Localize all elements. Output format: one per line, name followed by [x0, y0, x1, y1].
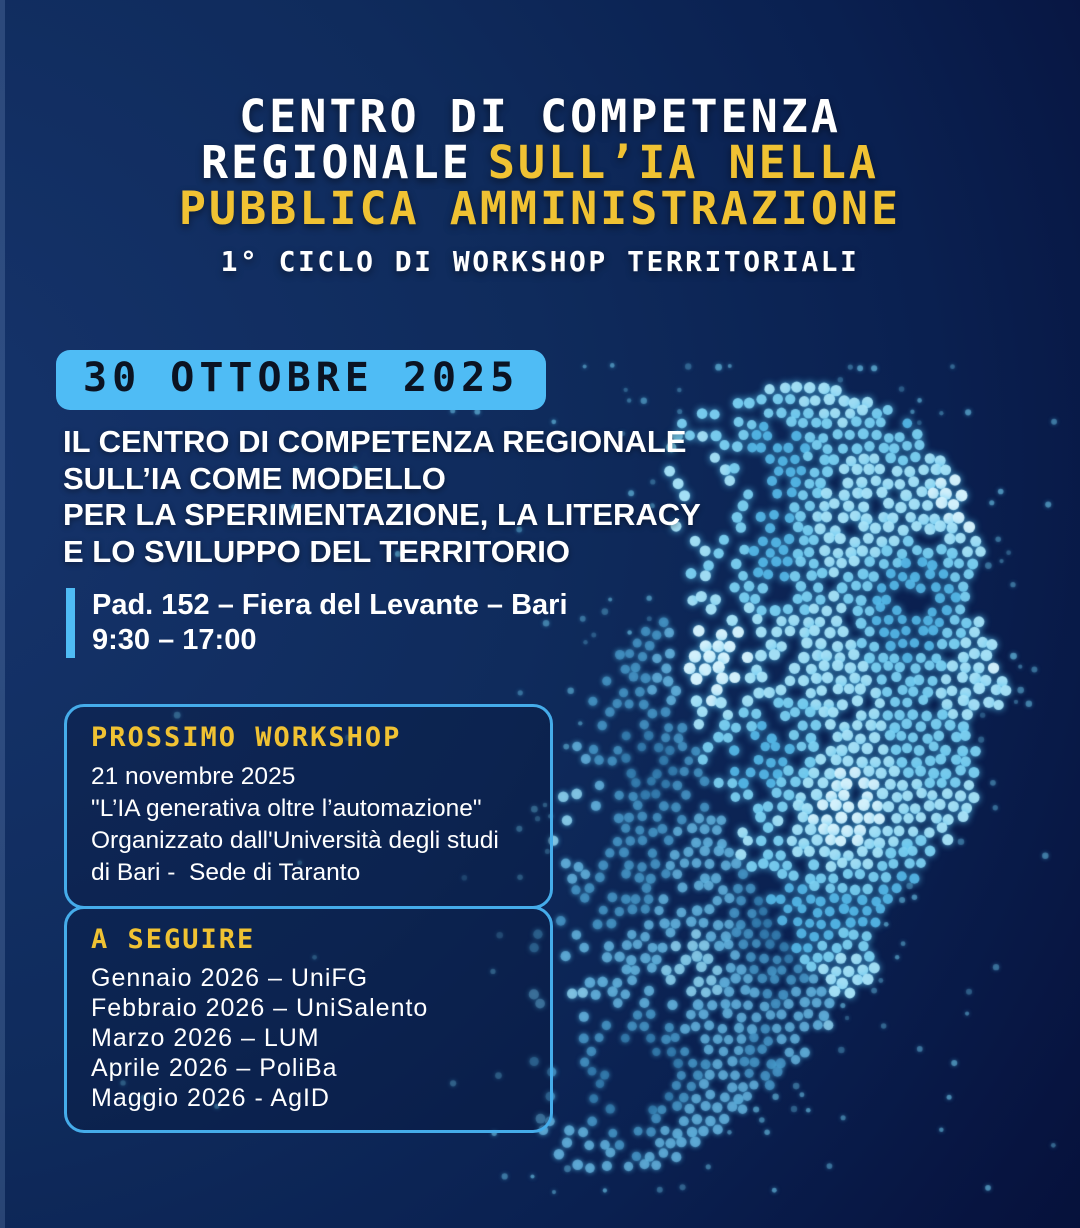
event-date-badge: 30 OTTOBRE 2025	[56, 350, 546, 410]
title-line-3-text: PUBBLICA AMMINISTRAZIONE	[178, 182, 902, 235]
upcoming-header: A SEGUIRE	[91, 924, 256, 955]
title-line-2-yellow: SULL’IA NELLA	[487, 136, 880, 189]
next-workshop-location: di Bari - Sede di Taranto	[91, 859, 361, 886]
left-edge-highlight	[0, 0, 5, 1228]
next-workshop-date: 21 novembre 2025	[91, 763, 296, 790]
poster-subtitle: 1° CICLO DI WORKSHOP TERRITORIALI	[220, 245, 860, 278]
event-time: 9:30 – 17:00	[92, 624, 257, 656]
upcoming-item: Marzo 2026 – LUM	[91, 1024, 320, 1052]
headline-line: E LO SVILUPPO DEL TERRITORIO	[63, 533, 570, 569]
upcoming-box	[64, 906, 553, 1133]
title-line-2-white: REGIONALE	[200, 136, 472, 189]
headline-line: SULL’IA COME MODELLO	[63, 460, 446, 496]
upcoming-item: Aprile 2026 – PoliBa	[91, 1054, 338, 1082]
headline-line: PER LA SPERIMENTAZIONE, LA LITERACY	[63, 497, 701, 532]
title-line-3	[0, 182, 1080, 235]
upcoming-item: Maggio 2026 - AgID	[91, 1084, 330, 1112]
title-line-1	[0, 90, 1080, 143]
title-line-2	[0, 136, 1080, 189]
next-workshop-box	[64, 704, 553, 909]
event-venue: Pad. 152 – Fiera del Levante – Bari	[92, 589, 568, 621]
poster-header	[0, 90, 1080, 278]
next-workshop-title: "L’IA generativa oltre l’automazione"	[91, 795, 482, 822]
next-workshop-organizer: Organizzato dall'Università degli studi	[91, 827, 499, 854]
headline-line: IL CENTRO DI COMPETENZA REGIONALE	[63, 424, 687, 459]
upcoming-item: Febbraio 2026 – UniSalento	[91, 994, 429, 1022]
upcoming-item: Gennaio 2026 – UniFG	[91, 964, 369, 992]
event-headline	[63, 424, 701, 570]
next-workshop-header: PROSSIMO WORKSHOP	[91, 722, 402, 753]
title-line-1-text: CENTRO DI COMPETENZA	[239, 90, 841, 143]
event-venue-block	[66, 588, 568, 658]
